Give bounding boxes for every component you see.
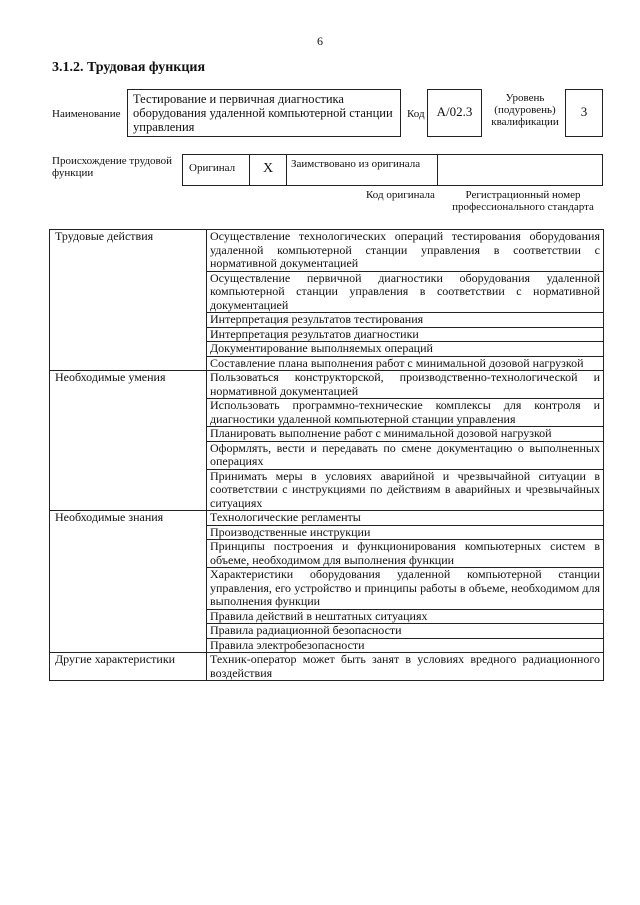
category-label: Необходимые знания xyxy=(50,511,207,653)
table-cell-item: Интерпретация результатов диагностики xyxy=(207,327,604,342)
reg-number-caption: Регистрационный номер профессионального стандарта xyxy=(452,189,594,213)
table-cell-item: Характеристики оборудования удаленной компьютерной станции управления, его устройство и принципы работы в объеме, необходимом для выполнения функции xyxy=(207,568,604,610)
level-box xyxy=(565,89,603,137)
table-cell-item: Техник-оператор может быть занят в условиях вредного радиационного воздействия xyxy=(207,653,604,681)
origin-label: Происхождение трудовой функции xyxy=(52,155,173,179)
qualification-level-value: 3 xyxy=(580,104,588,119)
table-row xyxy=(50,371,604,399)
table-cell-item: Принимать меры в условиях аварийной и чрезвычайной ситуации в соответствии с инструкциями по действиям в аварийных и чрезвычайных ситуациях xyxy=(207,469,604,511)
category-label: Трудовые действия xyxy=(50,230,207,371)
function-table xyxy=(49,229,604,681)
table-cell-item: Оформлять, вести и передавать по смене документацию о выполненных операциях xyxy=(207,441,604,469)
code-label: Код xyxy=(407,108,425,120)
table-cell-item: Использовать программно-технические комплексы для контроля и диагностики удаленной компьютерной станции управления xyxy=(207,399,604,427)
table-cell-item: Пользоваться конструкторской, производственно-технологической и нормативной документацией xyxy=(207,371,604,399)
table-cell-item: Принципы построения и функционирования компьютерных систем в объеме, необходимом для выполнения функции xyxy=(207,540,604,568)
table-cell-item: Правила действий в нештатных ситуациях xyxy=(207,609,604,624)
table-cell-item: Осуществление технологических операций тестирования оборудования удаленной компьютерной станции управления в соответствии с нормативной документацией xyxy=(207,230,604,272)
original-mark-cell xyxy=(249,154,287,186)
table-cell-item: Правила радиационной безопасности xyxy=(207,624,604,639)
code-original-caption: Код оригинала xyxy=(366,189,435,201)
table-cell-item: Осуществление первичной диагностики оборудования удаленной компьютерной станции управления в соответствии с нормативной документацией xyxy=(207,271,604,313)
original-label: Оригинал xyxy=(189,162,236,174)
table-cell-item: Интерпретация результатов тестирования xyxy=(207,313,604,328)
table-cell-item: Планировать выполнение работ с минимальной дозовой нагрузкой xyxy=(207,427,604,442)
original-cell xyxy=(182,154,250,186)
borrowed-cell xyxy=(286,154,438,186)
code-value: A/02.3 xyxy=(436,104,473,119)
category-label: Необходимые умения xyxy=(50,371,207,511)
function-name: Тестирование и первичная диагностика оборудования удаленной компьютерной станции управления xyxy=(133,92,393,134)
table-cell-item: Составление плана выполнения работ с минимальной дозовой нагрузкой xyxy=(207,356,604,371)
section-title: 3.1.2. Трудовая функция xyxy=(52,60,206,75)
qualification-level-label: Уровень (подуровень) квалификации xyxy=(491,92,559,128)
page-number: 6 xyxy=(317,34,323,48)
category-label: Другие характеристики xyxy=(50,653,207,681)
table-cell-item: Правила электробезопасности xyxy=(207,638,604,653)
code-box xyxy=(427,89,482,137)
borrowed-label: Заимствовано из оригинала xyxy=(291,158,421,170)
function-name-box xyxy=(127,89,401,137)
table-cell-item: Производственные инструкции xyxy=(207,525,604,540)
name-label: Наименование xyxy=(52,108,121,120)
table-cell-item: Технологические регламенты xyxy=(207,511,604,526)
table-cell-item: Документирование выполняемых операций xyxy=(207,342,604,357)
original-mark: X xyxy=(262,161,274,176)
table-row xyxy=(50,511,604,526)
table-row xyxy=(50,653,604,681)
table-row xyxy=(50,230,604,272)
code-original-cell xyxy=(437,154,603,186)
